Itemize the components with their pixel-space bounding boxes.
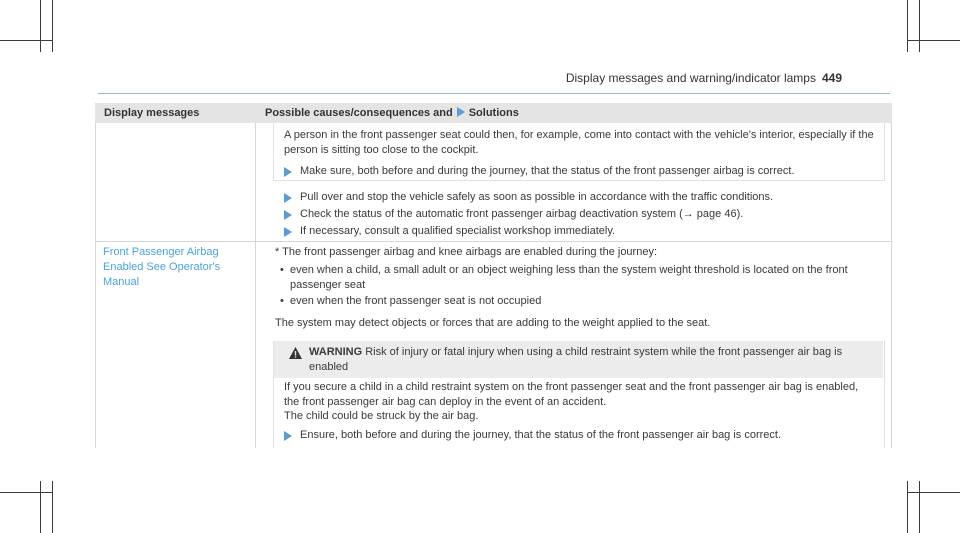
col-header-solutions-label: Solutions — [468, 107, 519, 119]
crop-mark — [919, 481, 920, 533]
arrow-right-icon — [284, 167, 292, 177]
step-text: If necessary, consult a qualified specialist workshop immediately. — [300, 225, 616, 237]
crop-mark — [907, 481, 908, 533]
column-divider — [255, 123, 256, 448]
crop-mark — [0, 40, 1, 41]
running-header — [566, 71, 842, 85]
running-title: Display messages and warning/indicator lamps — [565, 71, 816, 85]
warning-step — [300, 428, 880, 443]
crop-mark — [907, 0, 908, 52]
messages-table — [95, 103, 892, 448]
display-message-front-airbag: Front Passenger Airbag Enabled See Operator's Manual — [103, 246, 221, 288]
bullet-item: • even when the front passenger seat is not occupied — [290, 294, 880, 309]
crop-mark — [908, 40, 960, 41]
crop-mark — [40, 0, 41, 52]
warning-body: If you secure a child in a child restraint system on the front passenger seat and the front passenger air bag is enabled, the front passenger air bag can deploy in the event of an accident. — [284, 381, 859, 408]
col-header-causes-label: Possible causes/consequences and — [265, 107, 453, 119]
warning-text: Risk of injury or fatal injury when using a child restraint system while the front passenger air bag is enabled — [309, 346, 843, 373]
note-line — [275, 245, 875, 260]
arrow-right-icon — [284, 227, 292, 237]
crop-mark — [0, 492, 52, 493]
warning-label: WARNING — [309, 346, 363, 358]
box-step — [300, 164, 880, 179]
system-paragraph: The system may detect objects or forces that are adding to the weight applied to the seat. — [275, 317, 711, 329]
arrow-right-icon — [284, 210, 292, 220]
column-divider — [891, 123, 892, 448]
arrow-right-icon — [284, 431, 292, 441]
bullet-item: • even when a child, a small adult or an object weighing less than the system weight threshold is located on the front passenger seat — [290, 263, 880, 293]
arrow-right-icon — [457, 107, 465, 117]
col-header-causes — [265, 107, 519, 119]
note-marker: * — [275, 246, 280, 258]
header-rule — [98, 93, 890, 94]
crop-mark — [0, 40, 52, 41]
warning-title — [309, 345, 879, 375]
note-text: The front passenger airbag and knee airbags are enabled during the journey: — [282, 246, 658, 258]
column-divider — [95, 123, 96, 448]
step-item — [300, 190, 880, 205]
warning-body-2: The child could be struck by the air bag. — [284, 410, 479, 422]
crop-mark — [52, 0, 53, 52]
crop-mark — [52, 481, 53, 533]
row-divider — [95, 241, 892, 242]
step-item — [300, 207, 880, 222]
continued-text: A person in the front passenger seat could then, for example, come into contact with the vehicle's interior, especially if the person is sitting too close to the cockpit. — [284, 129, 874, 156]
arrow-right-icon — [284, 193, 292, 203]
step-text: Check the status of the automatic front passenger airbag deactivation system (→ page 46). — [300, 208, 744, 220]
box-step-text: Make sure, both before and during the journey, that the status of the front passenger airbag is correct. — [300, 165, 795, 177]
table-header — [95, 103, 892, 123]
col-header-display-messages: Display messages — [104, 107, 200, 119]
crop-mark — [919, 0, 920, 52]
warning-step-text: Ensure, both before and during the journey, that the status of the front passenger air bag is correct. — [300, 429, 782, 441]
step-item — [300, 224, 880, 239]
crop-mark — [908, 492, 960, 493]
crop-mark — [40, 481, 41, 533]
warning-triangle-icon — [289, 347, 302, 359]
step-text: Pull over and stop the vehicle safely as soon as possible in accordance with the traffic conditions. — [300, 191, 774, 203]
page-number: 449 — [821, 71, 842, 85]
